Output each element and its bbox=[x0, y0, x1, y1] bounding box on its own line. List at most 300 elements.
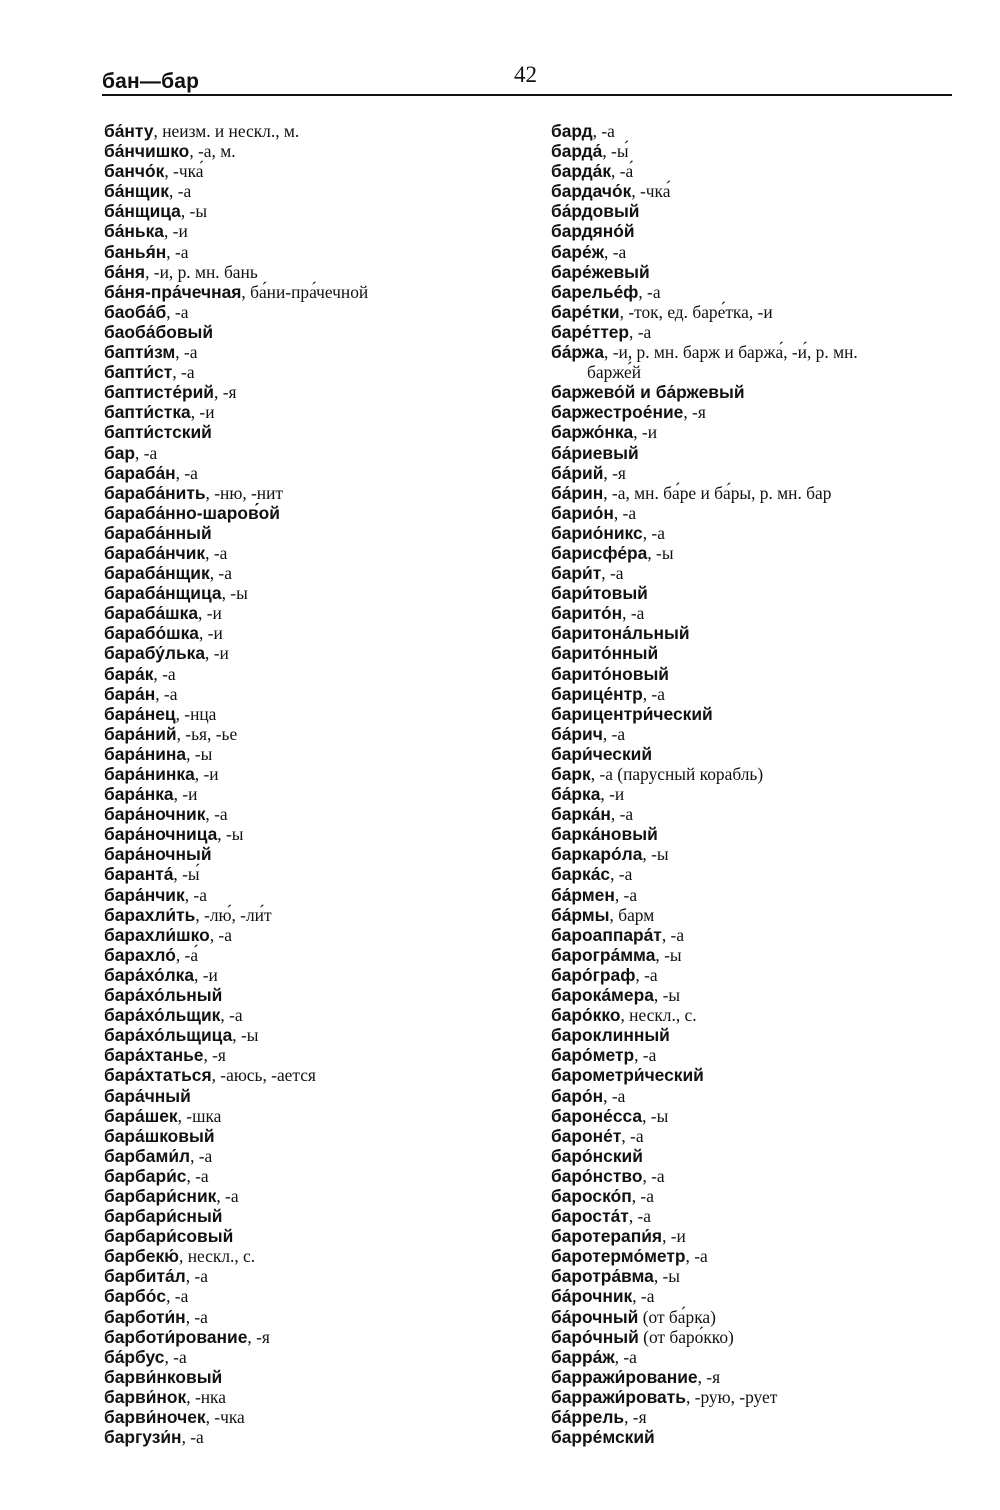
headword: баоба́бовый bbox=[104, 321, 214, 342]
dictionary-entry bbox=[104, 242, 524, 262]
headword: барда́ bbox=[551, 141, 603, 162]
dictionary-entry bbox=[551, 1206, 951, 1226]
headword: барви́нковый bbox=[104, 1366, 223, 1387]
grammar-note: , -а bbox=[614, 1346, 637, 1367]
headword: бара́хо́льщица bbox=[104, 1025, 233, 1046]
grammar-note: , -а bbox=[220, 1005, 243, 1026]
headword: барбами́л bbox=[104, 1145, 191, 1166]
headword: баротерапи́я bbox=[551, 1226, 663, 1247]
dictionary-entry bbox=[104, 724, 524, 744]
grammar-note: , -и bbox=[190, 402, 215, 423]
headword: бапти́зм bbox=[104, 342, 176, 363]
dictionary-entry bbox=[551, 1407, 951, 1427]
grammar-note: , -а bbox=[685, 1246, 708, 1267]
headword: барботи́рование bbox=[104, 1326, 248, 1347]
dictionary-entry bbox=[551, 925, 951, 945]
grammar-note: , -и, р. мн. бань bbox=[145, 261, 258, 282]
headword: бараба́нчик bbox=[104, 542, 206, 563]
dictionary-entry bbox=[551, 804, 951, 824]
grammar-note: , -а bbox=[185, 1266, 208, 1287]
headword: баро́чный bbox=[551, 1326, 639, 1347]
dictionary-entry bbox=[551, 1307, 951, 1327]
grammar-note: , -а́ bbox=[611, 161, 634, 182]
dictionary-entry bbox=[551, 181, 951, 201]
dictionary-entry bbox=[551, 402, 951, 422]
dictionary-entry bbox=[551, 1065, 951, 1085]
dictionary-entry bbox=[104, 623, 524, 643]
headword: бароаппара́т bbox=[551, 924, 662, 945]
headword: бараба́н bbox=[104, 462, 176, 483]
headword: бара́нка bbox=[104, 784, 174, 805]
headword: бароне́сса bbox=[551, 1105, 643, 1126]
grammar-note: , -ы bbox=[642, 844, 669, 865]
headword: баре́ж bbox=[551, 241, 605, 262]
headword: бапти́ст bbox=[104, 362, 173, 383]
headword: бара́нинка bbox=[104, 764, 195, 784]
headword: барогра́мма bbox=[551, 944, 656, 965]
dictionary-entry bbox=[104, 925, 524, 945]
grammar-note: , -а bbox=[164, 1346, 187, 1367]
grammar-note: , -а bbox=[632, 1286, 655, 1307]
dictionary-entry bbox=[551, 1387, 951, 1407]
headword: баро́граф bbox=[551, 964, 636, 985]
headword: барице́нтр bbox=[551, 683, 643, 704]
dictionary-entry bbox=[104, 1226, 524, 1246]
grammar-note: , -ы bbox=[647, 542, 674, 563]
grammar-note: , -а bbox=[209, 563, 232, 584]
dictionary-entry bbox=[104, 523, 524, 543]
dictionary-entry bbox=[104, 1126, 524, 1146]
dictionary-entry bbox=[104, 362, 524, 382]
dictionary-entry bbox=[551, 483, 951, 503]
headword: бард bbox=[551, 121, 593, 141]
grammar-note: , -а bbox=[166, 301, 189, 322]
dictionary-entry bbox=[551, 543, 951, 563]
headword: ба́рин bbox=[551, 482, 604, 503]
dictionary-entry bbox=[551, 1327, 951, 1347]
grammar-note: , барм bbox=[609, 904, 655, 925]
dictionary-entry bbox=[104, 1186, 524, 1206]
grammar-note: , -а bbox=[642, 1165, 665, 1186]
headword: барви́ночек bbox=[104, 1407, 206, 1427]
headword: бардяно́й bbox=[551, 221, 635, 242]
grammar-note: , -а, м. bbox=[189, 141, 236, 162]
grammar-note: , -а bbox=[190, 1145, 213, 1166]
headword: бари́т bbox=[551, 563, 602, 584]
grammar-note: , неизм. и нескл., м. bbox=[153, 121, 300, 141]
grammar-note: , -ню, -нит bbox=[205, 482, 284, 503]
grammar-note: , -а bbox=[629, 321, 652, 342]
dictionary-entry bbox=[551, 764, 951, 784]
grammar-note: , -а bbox=[604, 241, 627, 262]
dictionary-entry bbox=[104, 1086, 524, 1106]
grammar-note: , -ы bbox=[653, 1266, 680, 1287]
dictionary-entry bbox=[551, 965, 951, 985]
headword: бара́ночница bbox=[104, 824, 218, 845]
grammar-note: , -ы bbox=[217, 824, 244, 845]
dictionary-entry bbox=[104, 885, 524, 905]
dictionary-entry bbox=[551, 864, 951, 884]
grammar-note: , -а bbox=[634, 1045, 657, 1066]
headword: ба́нька bbox=[104, 221, 164, 242]
grammar-note: , -я bbox=[247, 1326, 270, 1347]
grammar-note: , -а bbox=[638, 281, 661, 302]
headword: барометри́ческий bbox=[551, 1065, 704, 1086]
dictionary-entry bbox=[551, 422, 951, 442]
dictionary-entry bbox=[551, 583, 951, 603]
headword: барбари́с bbox=[104, 1165, 187, 1186]
dictionary-entry bbox=[551, 282, 951, 302]
headword: ба́нту bbox=[104, 121, 154, 141]
headword: барахли́шко bbox=[104, 924, 210, 945]
headword: барио́н bbox=[551, 502, 614, 523]
dictionary-entry bbox=[104, 483, 524, 503]
dictionary-entry bbox=[104, 1427, 524, 1447]
grammar-note: , -а bbox=[186, 1165, 209, 1186]
headword: бара́хо́льный bbox=[104, 985, 223, 1006]
dictionary-entry bbox=[104, 221, 524, 241]
headword: барражи́рование bbox=[551, 1366, 698, 1387]
headword: бара́хо́лка bbox=[104, 964, 194, 985]
headword: бара́хо́льщик bbox=[104, 1005, 221, 1026]
page-header bbox=[102, 62, 952, 96]
dictionary-entry bbox=[551, 885, 951, 905]
dictionary-entry bbox=[104, 1106, 524, 1126]
right-column bbox=[551, 121, 951, 1447]
headword: барито́н bbox=[551, 603, 623, 624]
dictionary-entry bbox=[104, 1307, 524, 1327]
headword: баре́ттер bbox=[551, 321, 630, 342]
dictionary-entry bbox=[551, 563, 951, 583]
dictionary-entry bbox=[551, 1286, 951, 1306]
headword: ба́рий bbox=[551, 462, 604, 483]
grammar-note: , -и bbox=[194, 964, 218, 985]
headword: барре́мский bbox=[551, 1427, 655, 1448]
grammar-note: , -а bbox=[628, 1206, 652, 1227]
headword: бара́шковый bbox=[104, 1125, 215, 1146]
grammar-note: , -а bbox=[622, 603, 645, 624]
dictionary-entry bbox=[104, 181, 524, 201]
dictionary-entry bbox=[104, 1246, 524, 1266]
headword: баротра́вма bbox=[551, 1266, 654, 1287]
dictionary-entry bbox=[551, 724, 951, 744]
dictionary-entry bbox=[551, 1045, 951, 1065]
grammar-note: , -а bbox=[642, 522, 665, 543]
dictionary-entry bbox=[104, 804, 524, 824]
headword: баро́метр bbox=[551, 1045, 635, 1066]
dictionary-entry bbox=[551, 1166, 951, 1186]
dictionary-entry bbox=[104, 1206, 524, 1226]
header-rule bbox=[102, 94, 952, 96]
dictionary-entry bbox=[551, 844, 951, 864]
dictionary-entry bbox=[104, 985, 524, 1005]
dictionary-entry bbox=[104, 302, 524, 322]
dictionary-entry bbox=[104, 463, 524, 483]
grammar-note: , -а bbox=[661, 924, 685, 945]
grammar-note: , -я bbox=[203, 1045, 226, 1066]
dictionary-entry bbox=[104, 1286, 524, 1306]
dictionary-entry bbox=[104, 1025, 524, 1045]
grammar-note: , -я bbox=[624, 1407, 647, 1427]
dictionary-entry bbox=[104, 1367, 524, 1387]
dictionary-entry bbox=[551, 322, 951, 342]
dictionary-entry bbox=[551, 643, 951, 663]
headword: баре́тки bbox=[551, 301, 620, 322]
headword: барви́нок bbox=[104, 1386, 187, 1407]
headword: барока́мера bbox=[551, 985, 654, 1006]
headword: барка́новый bbox=[551, 824, 658, 845]
dictionary-entry bbox=[551, 824, 951, 844]
grammar-note: , -я bbox=[683, 402, 706, 423]
grammar-note: , -а bbox=[216, 1185, 239, 1206]
headword: баро́нский bbox=[551, 1145, 643, 1166]
headword: барито́нный bbox=[551, 643, 659, 664]
grammar-note: , -а bbox=[642, 683, 665, 704]
dictionary-entry bbox=[551, 503, 951, 523]
grammar-note: , -ы bbox=[642, 1105, 669, 1126]
dictionary-entry bbox=[104, 382, 524, 402]
dictionary-entry bbox=[551, 161, 951, 181]
headword: банчо́к bbox=[104, 161, 165, 182]
grammar-note: , -а bbox=[166, 1286, 189, 1307]
headword: бара́чный bbox=[104, 1085, 191, 1106]
dictionary-entry bbox=[104, 201, 524, 221]
headword: бара́ночный bbox=[104, 844, 212, 865]
dictionary-entry bbox=[104, 161, 524, 181]
grammar-note: , -и bbox=[205, 643, 229, 664]
dictionary-entry bbox=[551, 121, 951, 141]
dictionary-entry bbox=[551, 1266, 951, 1286]
dictionary-entry bbox=[551, 905, 951, 925]
grammar-note: , -а bbox=[184, 884, 207, 905]
headword: ба́нщица bbox=[104, 201, 181, 222]
grammar-note: , ба́ни-пра́чечной bbox=[241, 281, 369, 302]
grammar-note: , -а bbox=[166, 241, 189, 262]
headword: барицентри́ческий bbox=[551, 703, 713, 724]
grammar-note: , -нца bbox=[175, 703, 217, 724]
grammar-note: , -а bbox=[631, 1185, 654, 1206]
grammar-note: , -и bbox=[600, 784, 625, 805]
grammar-note: , -и bbox=[194, 764, 219, 784]
dictionary-entry bbox=[551, 704, 951, 724]
dictionary-entry bbox=[104, 1327, 524, 1347]
headword: барка́н bbox=[551, 804, 611, 825]
dictionary-entry bbox=[551, 1186, 951, 1206]
headword: бари́товый bbox=[551, 583, 648, 604]
dictionary-entry bbox=[551, 1086, 951, 1106]
dictionary-entry bbox=[104, 905, 524, 925]
headword: бараба́нно-шаров́ой bbox=[104, 502, 280, 523]
dictionary-entry bbox=[104, 563, 524, 583]
grammar-note: , -лю́, -ли́т bbox=[195, 904, 272, 925]
dictionary-entry bbox=[551, 603, 951, 623]
dictionary-entry bbox=[104, 784, 524, 804]
headword: барабо́шка bbox=[104, 623, 199, 644]
dictionary-entry bbox=[551, 623, 951, 643]
dictionary-entry bbox=[551, 1427, 951, 1447]
dictionary-entry bbox=[104, 603, 524, 623]
grammar-note: (от ба́рка) bbox=[638, 1306, 716, 1327]
grammar-note: , нескл., с. bbox=[620, 1005, 697, 1026]
headword: барбекю́ bbox=[104, 1246, 180, 1267]
dictionary-entry bbox=[104, 141, 524, 161]
dictionary-entry bbox=[104, 1407, 524, 1427]
headword: баротермо́метр bbox=[551, 1246, 686, 1267]
headword: бара́нина bbox=[104, 743, 187, 764]
headword: банья́н bbox=[104, 241, 167, 262]
headword: барисфе́ра bbox=[551, 542, 648, 563]
headword: барбари́сник bbox=[104, 1185, 217, 1206]
headword: бараба́нить bbox=[104, 482, 206, 503]
grammar-note: , -я bbox=[214, 382, 237, 403]
grammar-note: , -а bbox=[169, 181, 192, 202]
headword: бара́ночник bbox=[104, 804, 206, 825]
dictionary-entry bbox=[104, 443, 524, 463]
grammar-note: , -а́ bbox=[175, 944, 199, 965]
grammar-note: , -а (парусный корабль) bbox=[590, 764, 764, 784]
headword: бара́к bbox=[104, 663, 154, 684]
grammar-note: , -а bbox=[603, 1085, 626, 1106]
headword: бара́ний bbox=[104, 723, 177, 744]
grammar-note: , -и bbox=[163, 221, 188, 242]
grammar-note: , -ы bbox=[221, 583, 248, 604]
headword: бароста́т bbox=[551, 1206, 629, 1227]
headword: барахли́ть bbox=[104, 904, 196, 925]
dictionary-entry bbox=[104, 1065, 524, 1085]
grammar-note: , -чка bbox=[205, 1407, 245, 1427]
grammar-note: , -я bbox=[697, 1366, 721, 1387]
dictionary-entry bbox=[551, 242, 951, 262]
grammar-note: , -и, р. мн. барж и баржа́, -и́, р. мн. bbox=[604, 342, 858, 363]
dictionary-entry bbox=[551, 1126, 951, 1146]
grammar-note: , -а bbox=[135, 442, 158, 463]
grammar-note: , -а bbox=[613, 502, 637, 523]
headword: барражи́ровать bbox=[551, 1386, 686, 1407]
headword: ба́рка bbox=[551, 784, 601, 805]
grammar-note: , -а bbox=[610, 864, 633, 885]
headword: барботи́н bbox=[104, 1306, 186, 1327]
headword: ба́нчишко bbox=[104, 141, 190, 162]
grammar-note: , -а bbox=[153, 663, 176, 684]
headword: барабу́лька bbox=[104, 643, 206, 664]
dictionary-entry bbox=[551, 744, 951, 764]
headword: баро́кко bbox=[551, 1005, 621, 1026]
grammar-note: , -а bbox=[635, 964, 658, 985]
headword: бара́нчик bbox=[104, 884, 185, 905]
dictionary-entry bbox=[104, 704, 524, 724]
headword: баритона́льный bbox=[551, 623, 690, 644]
grammar-note: , -а bbox=[602, 723, 626, 744]
headword: баркаро́ла bbox=[551, 844, 643, 865]
dictionary-entry bbox=[104, 1146, 524, 1166]
headword: бараба́нщик bbox=[104, 563, 210, 584]
headword: бардачо́к bbox=[551, 181, 632, 202]
dictionary-entry bbox=[104, 1005, 524, 1025]
grammar-note: , -аюсь, -ается bbox=[211, 1065, 316, 1086]
dictionary-entry bbox=[104, 322, 524, 342]
headword: баптисте́рий bbox=[104, 382, 214, 403]
headword: бара́хтаться bbox=[104, 1065, 212, 1086]
grammar-note: , -а bbox=[181, 1427, 204, 1448]
headword: бари́ческий bbox=[551, 743, 653, 764]
grammar-note: , -а bbox=[614, 884, 638, 905]
dictionary-entry bbox=[551, 1246, 951, 1266]
dictionary-entry bbox=[104, 844, 524, 864]
grammar-note: , -чка́ bbox=[631, 181, 671, 202]
headword: бапти́стка bbox=[104, 402, 191, 423]
headword: бара́шек bbox=[104, 1105, 178, 1126]
dictionary-entry bbox=[104, 945, 524, 965]
dictionary-entry bbox=[104, 764, 524, 784]
grammar-note: , -ы bbox=[180, 201, 208, 222]
left-column bbox=[104, 121, 524, 1447]
grammar-note: , -ы bbox=[232, 1025, 259, 1046]
headword: барбита́л bbox=[104, 1266, 186, 1287]
grammar-note: , -и bbox=[198, 603, 222, 624]
grammar-note: , -а bbox=[172, 362, 195, 383]
headword: баржево́й и ба́ржевый bbox=[551, 382, 745, 403]
headword: бара́хтанье bbox=[104, 1045, 204, 1066]
headword: ба́нщик bbox=[104, 181, 169, 202]
grammar-note: , -ья, -ье bbox=[176, 723, 238, 744]
grammar-note: , -а, мн. ба́ре и ба́ры, р. мн. бар bbox=[603, 482, 832, 503]
grammar-note: (от баро́кко) bbox=[638, 1326, 734, 1347]
headword: барелье́ф bbox=[551, 281, 639, 302]
grammar-note: , -ы́ bbox=[173, 864, 200, 885]
grammar-note: , -а bbox=[592, 121, 615, 141]
dictionary-entry bbox=[104, 121, 524, 141]
dictionary-entry bbox=[551, 302, 951, 322]
headword: баранта́ bbox=[104, 864, 174, 885]
headword: ба́рбус bbox=[104, 1346, 165, 1367]
headword: бараба́нщица bbox=[104, 583, 222, 604]
dictionary-entry bbox=[104, 342, 524, 362]
headword: баржо́нка bbox=[551, 422, 634, 443]
headword: бароклинный bbox=[551, 1025, 670, 1046]
dictionary-entry bbox=[104, 1166, 524, 1186]
grammar-note: , -ы́ bbox=[602, 141, 629, 162]
headword: бара́нец bbox=[104, 703, 176, 724]
headword: баргузи́н bbox=[104, 1427, 182, 1448]
grammar-note: , -и bbox=[173, 784, 198, 805]
dictionary-entry bbox=[104, 262, 524, 282]
dictionary-entry bbox=[551, 664, 951, 684]
dictionary-entry bbox=[104, 1045, 524, 1065]
headword: барка́с bbox=[551, 864, 611, 885]
entry-continuation: барже́й bbox=[587, 362, 642, 383]
grammar-note: , -а bbox=[175, 342, 198, 363]
dictionary-entry bbox=[551, 1025, 951, 1045]
dictionary-entry bbox=[104, 503, 524, 523]
dictionary-entry bbox=[104, 402, 524, 422]
headword: баро́нство bbox=[551, 1165, 643, 1186]
dictionary-entry bbox=[104, 282, 524, 302]
headword: бароско́п bbox=[551, 1185, 632, 1206]
dictionary-entry bbox=[104, 583, 524, 603]
dictionary-entry bbox=[551, 1367, 951, 1387]
grammar-note: , -нка bbox=[186, 1386, 226, 1407]
headword: барк bbox=[551, 764, 591, 784]
dictionary-entry bbox=[551, 784, 951, 804]
dictionary-entry bbox=[551, 1347, 951, 1367]
dictionary-entry bbox=[551, 1005, 951, 1025]
headword: бароне́т bbox=[551, 1125, 622, 1146]
dictionary-entry bbox=[551, 141, 951, 161]
dictionary-entry bbox=[551, 684, 951, 704]
grammar-note: , -а bbox=[209, 924, 232, 945]
grammar-note: , -шка bbox=[177, 1105, 222, 1126]
headword: ба́рмен bbox=[551, 884, 615, 905]
